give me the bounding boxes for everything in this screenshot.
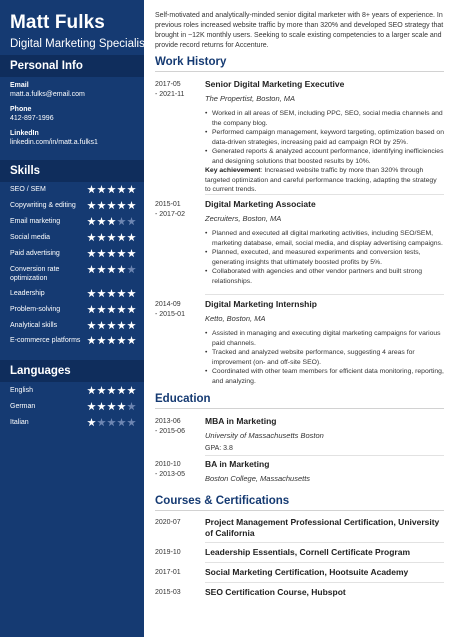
star-filled-icon [127, 289, 136, 298]
skill-label: Social media [10, 234, 51, 241]
star-empty-icon [97, 418, 106, 427]
skill-label: Leadership [10, 290, 45, 297]
key-achievement-text: : Increased website traffic by more than 320% through targeted optimization and careful performance tracking, adapting the strategy to current trends. [205, 167, 437, 193]
star-filled-icon [107, 217, 116, 226]
entry-divider [205, 194, 444, 195]
language-row [10, 418, 136, 427]
star-filled-icon [107, 305, 116, 314]
job-end: - 2015-01 [155, 311, 185, 318]
language-label: German [10, 403, 36, 410]
course-date: 2015-03 [155, 589, 181, 596]
star-filled-icon [87, 321, 96, 330]
skill-rating [86, 185, 136, 197]
job-start: 2015-01 [155, 201, 181, 208]
degree-title: MBA in Marketing [205, 416, 277, 426]
skill-label: Copywriting & editing [10, 202, 76, 209]
star-filled-icon [107, 233, 116, 242]
star-filled-icon [97, 249, 106, 258]
education-end: - 2013-05 [155, 471, 185, 478]
star-filled-icon [117, 305, 126, 314]
job-bullet: • Planned, executed, and measured experiments and conversion tests, generating insights that ultimately boosted profits by 5%. [205, 248, 444, 267]
job-bullet: • Generated reports & analyzed account performance, identifying inefficiencies and designing solutions that boosted results by 10%. [205, 147, 444, 166]
courses-heading: Courses & Certifications [155, 495, 444, 511]
job-bullets [205, 329, 444, 386]
personal-info-heading: Personal Info [0, 55, 144, 77]
star-filled-icon [97, 217, 106, 226]
star-filled-icon [117, 233, 126, 242]
star-filled-icon [107, 185, 116, 194]
languages-heading: Languages [0, 360, 144, 382]
star-filled-icon [117, 402, 126, 411]
star-filled-icon [97, 289, 106, 298]
star-filled-icon [127, 185, 136, 194]
key-achievement [205, 166, 444, 195]
job-company: Ketto, Boston, MA [205, 314, 266, 323]
skill-row [10, 321, 136, 330]
course-title: Social Marketing Certification, Hootsuite Academy [205, 567, 409, 577]
course-title: Project Management Professional Certification, University of California [205, 517, 440, 538]
skill-label: Conversion rate optimization [10, 266, 60, 282]
job-company: Zecruiters, Boston, MA [205, 214, 282, 223]
star-filled-icon [117, 249, 126, 258]
star-empty-icon [117, 217, 126, 226]
job-bullet: • Coordinated with other team members for efficient data monitoring, reporting, and analyzing. [205, 367, 444, 386]
school-name: University of Massachusetts Boston [205, 431, 324, 440]
skill-row [10, 233, 136, 242]
skill-label: Analytical skills [10, 322, 58, 329]
skill-label: Paid advertising [10, 250, 60, 257]
education-dates [155, 460, 200, 480]
skill-label: E-commerce platforms [10, 337, 81, 344]
skill-row [10, 305, 136, 314]
star-filled-icon [127, 305, 136, 314]
star-filled-icon [97, 402, 106, 411]
job-end: - 2017-02 [155, 211, 185, 218]
star-filled-icon [87, 289, 96, 298]
linkedin-label: LinkedIn [10, 130, 39, 137]
star-filled-icon [87, 336, 96, 345]
course-title: Leadership Essentials, Cornell Certificate Program [205, 547, 411, 557]
star-filled-icon [127, 233, 136, 242]
job-dates [155, 300, 200, 320]
skill-label: SEO / SEM [10, 186, 46, 193]
entry-divider [205, 582, 444, 583]
star-filled-icon [117, 201, 126, 210]
work-history-heading: Work History [155, 56, 444, 72]
education-start: 2010-10 [155, 461, 181, 468]
language-rating [86, 402, 136, 414]
language-label: English [10, 387, 33, 394]
skill-rating [86, 233, 136, 245]
star-filled-icon [127, 386, 136, 395]
skill-row [10, 289, 136, 298]
course-date: 2017-01 [155, 569, 181, 576]
entry-divider [205, 294, 444, 295]
skill-row [10, 336, 136, 345]
course-title: SEO Certification Course, Hubspot [205, 587, 346, 597]
entry-divider [205, 562, 444, 563]
star-filled-icon [87, 185, 96, 194]
language-rating [86, 386, 136, 398]
gpa-value: GPA: 3.8 [205, 445, 233, 452]
star-filled-icon [87, 402, 96, 411]
star-filled-icon [117, 386, 126, 395]
education-heading: Education [155, 393, 444, 409]
star-filled-icon [97, 336, 106, 345]
star-filled-icon [87, 217, 96, 226]
skill-row [10, 201, 136, 210]
skill-rating [86, 217, 136, 229]
star-filled-icon [107, 201, 116, 210]
star-empty-icon [127, 265, 136, 274]
job-title: Digital Marketing Associate [205, 199, 316, 209]
skill-label: Problem-solving [10, 306, 61, 313]
entry-divider [205, 455, 444, 456]
skill-rating [86, 289, 136, 301]
star-filled-icon [107, 265, 116, 274]
star-filled-icon [97, 201, 106, 210]
star-filled-icon [107, 289, 116, 298]
job-bullet: • Assisted in managing and executing digital marketing campaigns for various paid channels. [205, 329, 444, 348]
skill-rating [86, 321, 136, 333]
star-filled-icon [97, 305, 106, 314]
job-dates [155, 200, 200, 220]
phone-value[interactable]: 412-897-1996 [10, 115, 54, 122]
degree-title: BA in Marketing [205, 459, 270, 469]
star-filled-icon [87, 249, 96, 258]
course-date: 2020-07 [155, 519, 181, 526]
job-end: - 2021-11 [155, 91, 185, 98]
language-row [10, 402, 136, 411]
star-filled-icon [107, 321, 116, 330]
star-filled-icon [87, 305, 96, 314]
star-filled-icon [97, 233, 106, 242]
star-filled-icon [97, 321, 106, 330]
job-start: 2017-05 [155, 81, 181, 88]
star-filled-icon [97, 386, 106, 395]
main-content [144, 0, 450, 637]
education-dates [155, 417, 200, 437]
star-empty-icon [107, 418, 116, 427]
candidate-title: Digital Marketing Specialist [10, 38, 149, 50]
star-filled-icon [87, 201, 96, 210]
job-bullet: • Collaborated with agencies and other vendor partners and built strong relationships. [205, 267, 444, 286]
linkedin-value[interactable]: linkedin.com/in/matt.a.fulks1 [10, 139, 98, 146]
job-company: The Propertist, Boston, MA [205, 94, 296, 103]
skill-row [10, 265, 136, 283]
job-dates [155, 80, 200, 100]
candidate-name: Matt Fulks [10, 12, 105, 33]
summary-text: Self-motivated and analytically-minded senior digital marketer with 8+ years of experience. In previous roles increased website traffic by more than 320% and developed SEO strategy that brought in ~12K monthly users. Seeking to scale existing competencies to a larger scale and provide record returns for Accenture. [155, 12, 444, 49]
star-filled-icon [87, 418, 96, 427]
star-filled-icon [107, 402, 116, 411]
star-filled-icon [87, 386, 96, 395]
job-bullets [205, 109, 444, 166]
phone-label: Phone [10, 106, 32, 113]
job-title: Digital Marketing Internship [205, 299, 317, 309]
star-filled-icon [117, 336, 126, 345]
star-filled-icon [117, 321, 126, 330]
star-filled-icon [97, 185, 106, 194]
skill-rating [86, 265, 136, 277]
skills-heading: Skills [0, 160, 144, 182]
skill-rating [86, 336, 136, 348]
skill-rating [86, 249, 136, 261]
star-filled-icon [107, 386, 116, 395]
star-filled-icon [117, 185, 126, 194]
education-start: 2013-06 [155, 418, 181, 425]
star-filled-icon [127, 336, 136, 345]
star-filled-icon [127, 249, 136, 258]
language-rating [86, 418, 136, 430]
star-filled-icon [97, 265, 106, 274]
skill-rating [86, 201, 136, 213]
skill-row [10, 217, 136, 226]
email-value[interactable]: matt.a.fulks@email.com [10, 91, 85, 98]
star-filled-icon [87, 265, 96, 274]
star-filled-icon [117, 289, 126, 298]
email-label: Email [10, 82, 29, 89]
star-filled-icon [127, 201, 136, 210]
star-filled-icon [107, 249, 116, 258]
education-end: - 2015-06 [155, 428, 185, 435]
key-achievement-label: Key achievement [205, 167, 261, 174]
skill-rating [86, 305, 136, 317]
job-bullet: • Tracked and analyzed website performance, suggesting 4 areas for improvement (on- and off-site SEO). [205, 348, 444, 367]
language-label: Italian [10, 419, 29, 426]
job-start: 2014-09 [155, 301, 181, 308]
skill-row [10, 185, 136, 194]
job-title: Senior Digital Marketing Executive [205, 79, 345, 89]
skill-label: Email marketing [10, 218, 61, 225]
star-filled-icon [127, 321, 136, 330]
entry-divider [205, 542, 444, 543]
star-filled-icon [87, 233, 96, 242]
star-filled-icon [117, 265, 126, 274]
job-bullet: • Planned and executed all digital marketing activities, including SEO/SEM, marketing database, email, social media, and display advertising campaigns. [205, 229, 444, 248]
job-bullet: • Worked in all areas of SEM, including PPC, SEO, social media channels and the company blog. [205, 109, 444, 128]
job-bullet: • Performed campaign management, keyword targeting, optimization based on data-driven strategies, increasing paid ad campaign ROI by 25%. [205, 128, 444, 147]
star-empty-icon [127, 402, 136, 411]
star-filled-icon [107, 336, 116, 345]
job-bullets [205, 229, 444, 286]
course-date: 2019-10 [155, 549, 181, 556]
school-name: Boston College, Massachusetts [205, 474, 311, 483]
skill-row [10, 249, 136, 258]
star-empty-icon [127, 217, 136, 226]
star-empty-icon [117, 418, 126, 427]
star-empty-icon [127, 418, 136, 427]
sidebar [0, 0, 149, 637]
language-row [10, 386, 136, 395]
